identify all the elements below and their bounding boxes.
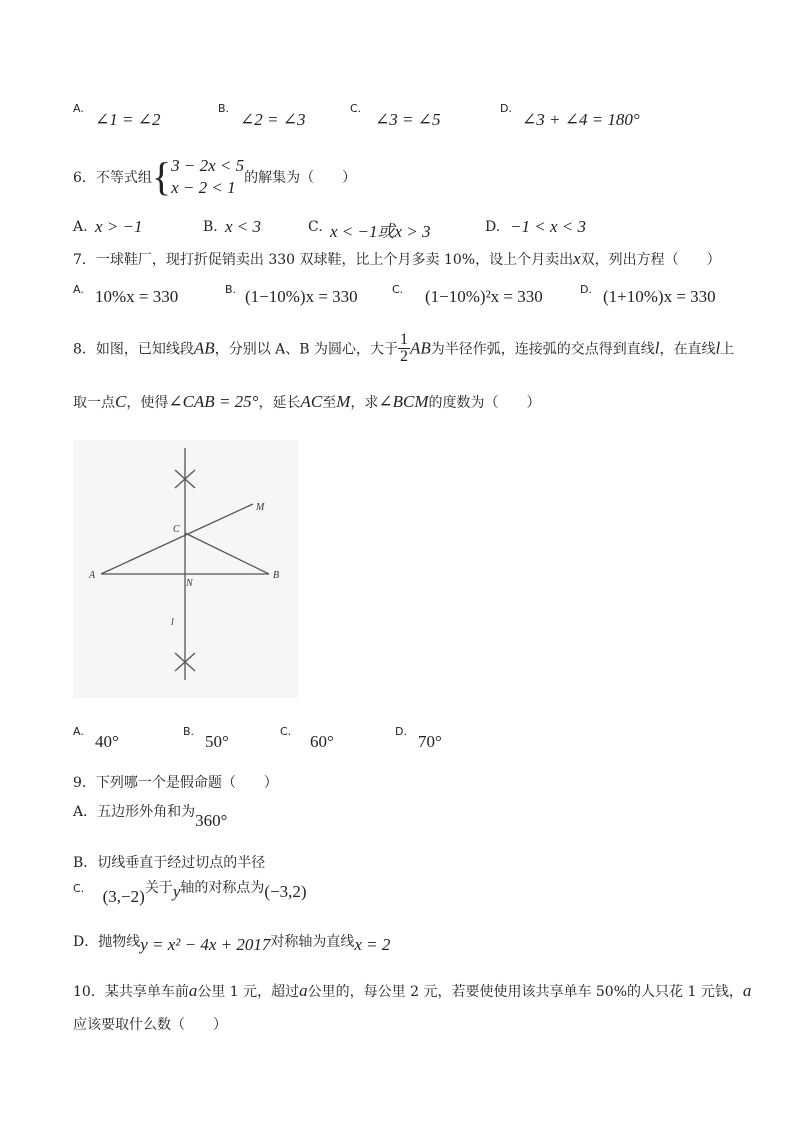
q7-option-b-label: B. <box>225 283 237 296</box>
q8-option-a-label: A. <box>73 725 84 738</box>
q9-option-d <box>73 931 391 954</box>
q7-option-a-expr: 10%x = 330 <box>95 287 179 306</box>
q7-option-d-expr: (1+10%)x = 330 <box>603 287 716 306</box>
q10-a-3: a <box>742 981 752 1000</box>
q8-ab-2: AB <box>410 338 431 358</box>
q9-stem: 9．下列哪一个是假命题（ ） <box>73 775 278 791</box>
q10-a-1: a <box>188 981 198 1000</box>
q5-option-d-expr: ∠3 + ∠4 = 180° <box>522 110 640 129</box>
q8-option-a-expr: 40° <box>95 732 119 751</box>
q7-text-a: 7．一球鞋厂，现打折促销卖出 330 双球鞋，比上个月多卖 10%，设上个月卖出 <box>73 252 574 268</box>
q8-l-2: l <box>715 338 721 358</box>
q8-bcm: ∠BCM <box>378 392 429 411</box>
q8-fraction <box>398 332 410 365</box>
q9-option-d-text: D．抛物线 <box>73 934 141 950</box>
q7-option-b-expr: (1−10%)x = 330 <box>245 287 358 306</box>
q6-line-1: 3 − 2x < 5 <box>171 156 245 175</box>
q8-option-c-expr: 60° <box>310 732 334 751</box>
q9-option-a <box>73 801 228 830</box>
q7-text-b: 双，列出方程（ ） <box>580 252 721 268</box>
q6-option-d-expr: −1 < x < 3 <box>510 217 586 236</box>
q7-option-c-expr: (1−10%)²x = 330 <box>425 287 543 306</box>
q9-option-b: B．切线垂直于经过切点的半径 <box>73 855 266 871</box>
q8-option-b-expr: 50° <box>205 732 229 751</box>
q9-option-d-axis: x = 2 <box>354 935 391 954</box>
q10-stem-line-1 <box>73 981 751 1001</box>
q7-var: x <box>573 249 581 268</box>
q10-text-1: 10．某共享单车前 <box>73 984 189 1000</box>
q8-ab: AB <box>193 338 215 358</box>
q8-figure-svg <box>73 440 298 698</box>
q9-option-d-text-2: 对称轴为直线 <box>270 934 355 950</box>
q8-fraction-den: 2 <box>400 348 409 365</box>
q8-text-2: ，分别以 A、B 为圆心，大于 <box>214 341 399 358</box>
q10-stem-line-2: 应该要取什么数（ ） <box>73 1017 227 1033</box>
q8-option-b-label: B. <box>183 725 195 738</box>
q8-l-1: l <box>654 338 660 358</box>
q8-figure <box>73 440 298 698</box>
label-n: N <box>186 578 193 589</box>
q8-text-8: ，延长 <box>258 395 301 411</box>
q7-option-c-label: C. <box>392 283 404 296</box>
label-c: C <box>173 524 180 535</box>
q8-stem-line-2 <box>73 392 541 412</box>
q6-option-a-label: A. <box>73 219 88 235</box>
q8-text-9: 至 <box>322 395 337 411</box>
q8-text-5: 上 <box>720 341 735 358</box>
q8-option-d-expr: 70° <box>418 732 442 751</box>
q8-c: C <box>115 392 127 411</box>
label-l: l <box>171 617 174 628</box>
q8-angle: ∠CAB = 25° <box>168 392 259 411</box>
q5-option-c-expr: ∠3 = ∠5 <box>375 110 441 129</box>
q8-text-3: 为半径作弧，连接弧的交点得到直线 <box>430 341 655 358</box>
q5-option-a-expr: ∠1 = ∠2 <box>95 110 161 129</box>
q9-option-a-math: 360° <box>195 811 228 830</box>
q7-stem <box>73 249 721 269</box>
q7-option-a-label: A. <box>73 283 84 296</box>
q9-option-c-label: C. <box>73 882 85 895</box>
q8-text-6: 取一点 <box>73 395 115 411</box>
q9-option-a-text: A．五边形外角和为 <box>73 804 196 820</box>
q6-option-d-label: D. <box>485 219 501 235</box>
q6-option-b-label: B. <box>203 219 218 235</box>
q10-text-3: 公里的，每公里 2 元，若要使使用该共享单车 50%的人只花 1 元钱， <box>307 984 743 1000</box>
q8-fraction-num: 1 <box>400 331 409 348</box>
q6-option-c-label: C. <box>308 219 323 235</box>
label-b: B <box>273 570 280 581</box>
q7-option-d-label: D. <box>580 283 592 296</box>
q8-ac: AC <box>300 392 323 411</box>
q9-option-c-text-1: 关于 <box>144 880 173 896</box>
q6-suffix: 的解集为（ ） <box>244 170 357 186</box>
q5-option-d-label: D. <box>500 102 512 115</box>
q5-option-b-label: B. <box>218 102 230 115</box>
q5-option-c-label: C. <box>350 102 362 115</box>
q8-text-10: ，求 <box>350 395 379 411</box>
q6-brace: { <box>151 154 172 199</box>
q5-option-b-expr: ∠2 = ∠3 <box>240 110 306 129</box>
q9-option-d-parabola: y = x² − 4x + 2017 <box>140 935 271 954</box>
q8-text-1: 8．如图，已知线段 <box>73 341 194 358</box>
q8-m: M <box>336 392 351 411</box>
q6-line-2: x − 2 < 1 <box>171 178 236 197</box>
q8-text-11: 的度数为（ ） <box>428 395 541 411</box>
q6-option-a-expr: x > −1 <box>95 217 143 236</box>
segment-cb <box>185 533 269 574</box>
q9-option-c-y: y <box>172 882 181 901</box>
q6-option-c-expr: x < −1或x > 3 <box>330 222 431 241</box>
q8-stem-line-1 <box>73 332 734 365</box>
q8-option-c-label: C. <box>280 725 292 738</box>
ray-am <box>101 504 253 574</box>
q8-option-d-label: D. <box>395 725 407 738</box>
q6-system <box>171 155 244 199</box>
q9-option-c-text-2: 轴的对称点为 <box>180 880 265 896</box>
q6-option-b-expr: x < 3 <box>225 217 262 236</box>
q10-text-2: 公里 1 元，超过 <box>197 984 300 1000</box>
q10-a-2: a <box>299 981 308 1000</box>
q8-text-7: ，使得 <box>126 395 169 411</box>
label-m: M <box>256 502 265 513</box>
q9-option-c-point-1: (3,−2) <box>102 887 145 906</box>
q6-prefix: 6．不等式组 <box>73 170 152 186</box>
q6-stem <box>73 155 356 199</box>
q5-option-a-label: A. <box>73 102 84 115</box>
q8-text-4: ，在直线 <box>659 341 716 358</box>
q9-option-c-point-2: (−3,2) <box>264 882 307 901</box>
q9-option-c <box>73 877 307 906</box>
label-a: A <box>89 570 96 581</box>
